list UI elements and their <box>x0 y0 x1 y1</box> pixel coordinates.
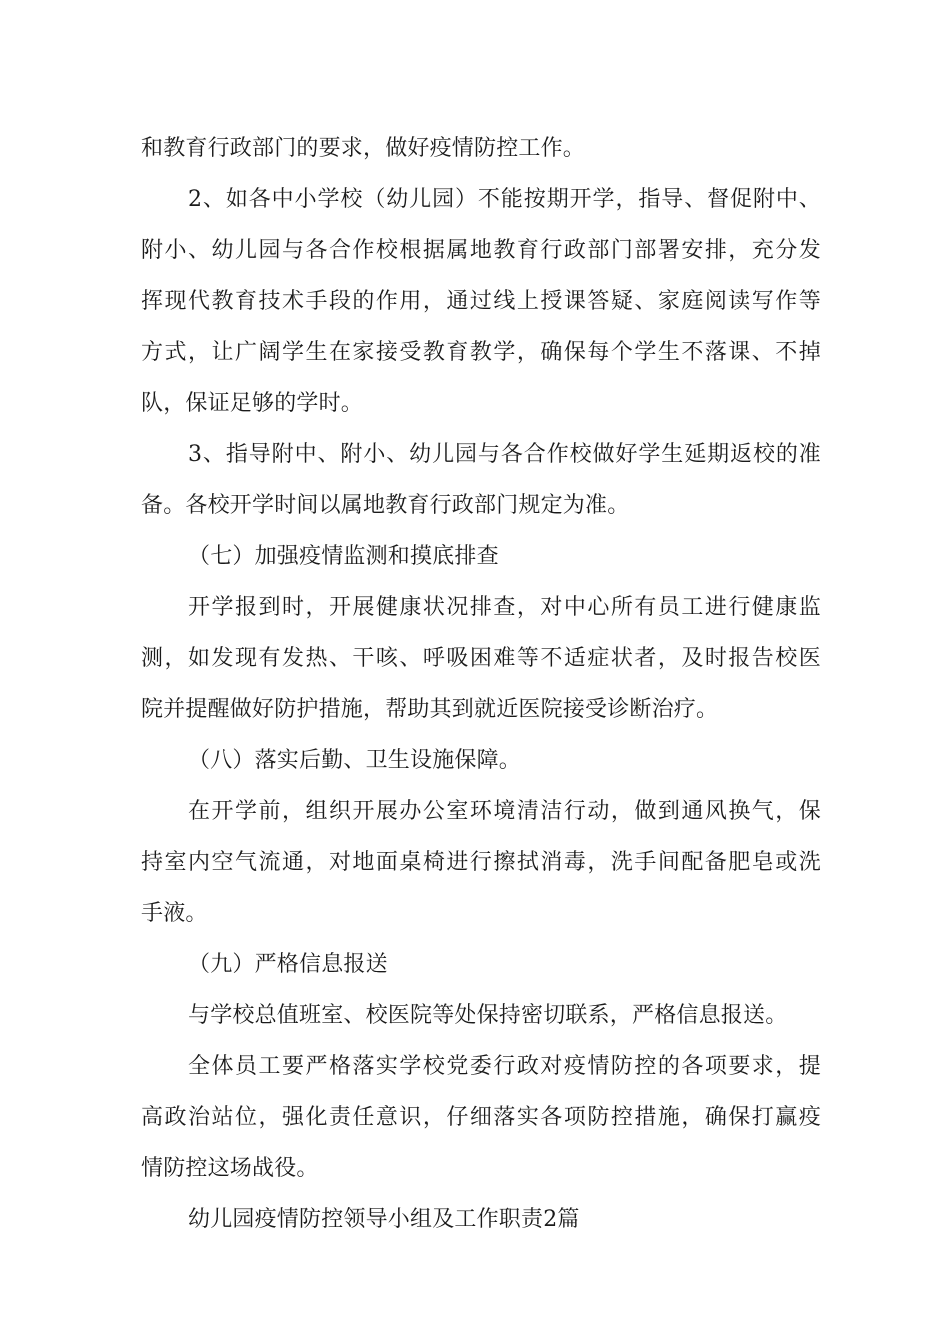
text-line: 情防控这场战役。 <box>141 1156 319 1181</box>
paragraph-first-line: 3、指导附中、附小、幼儿园与各合作校做好学生延期返校的准 <box>188 442 821 467</box>
section-heading: （九）严格信息报送 <box>188 952 388 977</box>
text-line: 方式，让广阔学生在家接受教育教学，确保每个学生不落课、不掉 <box>141 340 821 365</box>
text-line: 附小、幼儿园与各合作校根据属地教育行政部门部署安排，充分发 <box>141 238 821 263</box>
paragraph-first-line: 在开学前，组织开展办公室环境清洁行动，做到通风换气，保 <box>188 799 821 824</box>
section-heading: （七）加强疫情监测和摸底排查 <box>188 544 499 569</box>
text-line: 和教育行政部门的要求，做好疫情防控工作。 <box>141 136 586 161</box>
document-title-line: 幼儿园疫情防控领导小组及工作职责2篇 <box>188 1207 580 1232</box>
paragraph-first-line: 2、如各中小学校（幼儿园）不能按期开学，指导、督促附中、 <box>188 187 821 212</box>
text-line: 院并提醒做好防护措施，帮助其到就近医院接受诊断治疗。 <box>141 697 719 722</box>
text-line: 挥现代教育技术手段的作用，通过线上授课答疑、家庭阅读写作等 <box>141 289 821 314</box>
paragraph-first-line: 全体员工要严格落实学校党委行政对疫情防控的各项要求，提 <box>188 1054 821 1079</box>
section-heading: （八）落实后勤、卫生设施保障。 <box>188 748 522 773</box>
text-line: 手液。 <box>141 901 208 926</box>
text-line: 队，保证足够的学时。 <box>141 391 364 416</box>
text-line: 测，如发现有发热、干咳、呼吸困难等不适症状者，及时报告校医 <box>141 646 821 671</box>
text-line: 持室内空气流通，对地面桌椅进行擦拭消毒，洗手间配备肥皂或洗 <box>141 850 821 875</box>
text-line: 备。各校开学时间以属地教育行政部门规定为准。 <box>141 493 630 518</box>
paragraph-first-line: 与学校总值班室、校医院等处保持密切联系，严格信息报送。 <box>188 1003 788 1028</box>
paragraph-first-line: 开学报到时，开展健康状况排查，对中心所有员工进行健康监 <box>188 595 821 620</box>
text-line: 高政治站位，强化责任意识，仔细落实各项防控措施，确保打赢疫 <box>141 1105 821 1130</box>
